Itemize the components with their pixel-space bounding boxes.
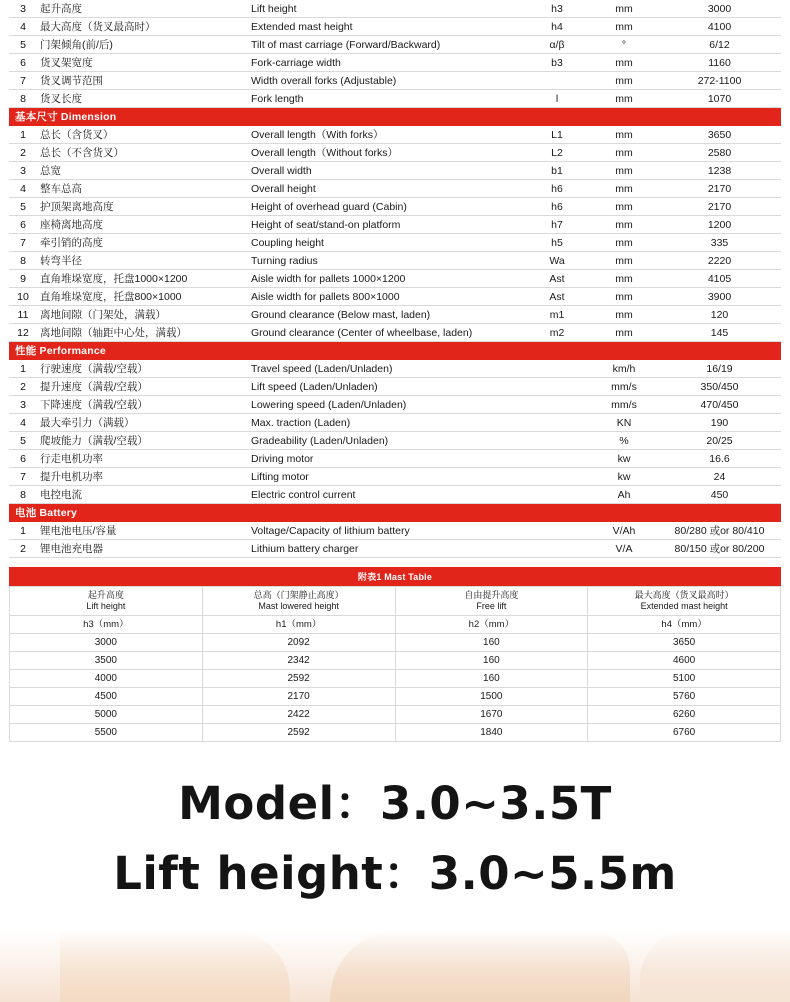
row-value: 190 <box>658 414 781 432</box>
row-value: 470/450 <box>658 396 781 414</box>
mast-col-lift-height-cn: 起升高度 <box>87 590 124 600</box>
table-row <box>9 486 781 504</box>
row-name-en: Overall length（Without forks） <box>248 144 524 162</box>
row-unit: V/Ah <box>590 522 658 540</box>
row-symbol <box>524 396 590 414</box>
section-title: 基本尺寸 Dimension <box>9 108 781 127</box>
row-value: 272-1100 <box>658 72 781 90</box>
row-value: 3900 <box>658 288 781 306</box>
row-symbol: L2 <box>524 144 590 162</box>
row-name-cn: 下降速度（满载/空载） <box>37 396 248 414</box>
row-index: 5 <box>9 198 37 216</box>
mast-unit-h4: h4（mm） <box>588 616 781 634</box>
row-name-en: Tilt of mast carriage (Forward/Backward) <box>248 36 524 54</box>
row-unit: kw <box>590 468 658 486</box>
lift-height-headline: Lift height：3.0~5.5m <box>113 847 677 900</box>
row-symbol <box>524 414 590 432</box>
row-value: 80/280 或or 80/410 <box>658 522 781 540</box>
mast-col-lift-height <box>10 587 203 616</box>
table-row <box>9 72 781 90</box>
row-name-en: Aisle width for pallets 800×1000 <box>248 288 524 306</box>
row-symbol <box>524 468 590 486</box>
table-row <box>9 432 781 450</box>
row-value: 24 <box>658 468 781 486</box>
mast-cell-h1: 2170 <box>202 688 395 706</box>
row-name-en: Width overall forks (Adjustable) <box>248 72 524 90</box>
row-value: 145 <box>658 324 781 342</box>
row-index: 11 <box>9 306 37 324</box>
row-index: 7 <box>9 234 37 252</box>
mast-cell-h3: 4000 <box>10 670 203 688</box>
table-row <box>9 180 781 198</box>
mast-col-extended-height-en: Extended mast height <box>640 601 728 611</box>
row-symbol <box>524 486 590 504</box>
row-symbol <box>524 432 590 450</box>
row-name-en: Extended mast height <box>248 18 524 36</box>
table-row <box>9 270 781 288</box>
row-symbol: h4 <box>524 18 590 36</box>
mast-table-block <box>9 567 781 742</box>
row-name-cn: 离地间隙（轴距中心处，满载） <box>37 324 248 342</box>
row-unit: mm <box>590 198 658 216</box>
row-index: 3 <box>9 0 37 18</box>
row-unit: V/A <box>590 540 658 558</box>
row-name-cn: 货叉长度 <box>37 90 248 108</box>
row-index: 1 <box>9 360 37 378</box>
row-index: 3 <box>9 396 37 414</box>
row-symbol: h6 <box>524 198 590 216</box>
row-symbol <box>524 360 590 378</box>
row-index: 9 <box>9 270 37 288</box>
row-name-cn: 爬坡能力（满载/空载） <box>37 432 248 450</box>
row-symbol: α/β <box>524 36 590 54</box>
table-row <box>9 306 781 324</box>
row-name-en: Turning radius <box>248 252 524 270</box>
row-value: 335 <box>658 234 781 252</box>
footer-decoration <box>0 930 790 1002</box>
row-value: 16.6 <box>658 450 781 468</box>
mast-cell-h3: 5500 <box>10 724 203 742</box>
row-name-en: Overall height <box>248 180 524 198</box>
row-index: 3 <box>9 162 37 180</box>
row-symbol: h5 <box>524 234 590 252</box>
mast-cell-h1: 2422 <box>202 706 395 724</box>
table-row <box>10 670 781 688</box>
row-value: 1200 <box>658 216 781 234</box>
table-row <box>9 396 781 414</box>
mast-cell-h4: 4600 <box>588 652 781 670</box>
row-index: 5 <box>9 432 37 450</box>
row-unit: mm <box>590 270 658 288</box>
table-row <box>9 198 781 216</box>
specification-table <box>9 0 781 558</box>
row-symbol <box>524 72 590 90</box>
row-unit: mm <box>590 126 658 144</box>
row-index: 5 <box>9 36 37 54</box>
mast-cell-h4: 5100 <box>588 670 781 688</box>
row-value: 2170 <box>658 198 781 216</box>
row-name-en: Aisle width for pallets 1000×1200 <box>248 270 524 288</box>
row-index: 7 <box>9 72 37 90</box>
row-name-cn: 直角堆垛宽度，托盘1000×1200 <box>37 270 248 288</box>
row-name-cn: 提升电机功率 <box>37 468 248 486</box>
row-name-en: Max. traction (Laden) <box>248 414 524 432</box>
row-name-en: Lowering speed (Laden/Unladen) <box>248 396 524 414</box>
mast-cell-h4: 6260 <box>588 706 781 724</box>
mast-cell-h1: 2592 <box>202 724 395 742</box>
mast-table <box>9 586 781 742</box>
row-value: 2220 <box>658 252 781 270</box>
mast-cell-h2: 1670 <box>395 706 588 724</box>
row-unit: mm <box>590 216 658 234</box>
table-row <box>9 378 781 396</box>
mast-col-free-lift <box>395 587 588 616</box>
row-name-cn: 锂电池电压/容量 <box>37 522 248 540</box>
row-value: 450 <box>658 486 781 504</box>
table-row <box>9 324 781 342</box>
table-row <box>9 162 781 180</box>
row-name-en: Lift height <box>248 0 524 18</box>
row-name-en: Electric control current <box>248 486 524 504</box>
row-name-en: Travel speed (Laden/Unladen) <box>248 360 524 378</box>
mast-col-lowered-height-cn: 总高（门架静止高度） <box>253 590 344 600</box>
row-unit: mm <box>590 162 658 180</box>
table-row <box>9 126 781 144</box>
section-title: 电池 Battery <box>9 504 781 523</box>
row-name-en: Overall width <box>248 162 524 180</box>
table-row <box>9 36 781 54</box>
row-name-cn: 总长（不含货叉） <box>37 144 248 162</box>
row-value: 6/12 <box>658 36 781 54</box>
mast-cell-h2: 1840 <box>395 724 588 742</box>
section-dimension <box>9 108 781 342</box>
row-symbol: b1 <box>524 162 590 180</box>
table-row <box>9 288 781 306</box>
table-row <box>9 234 781 252</box>
row-name-en: Fork-carriage width <box>248 54 524 72</box>
table-row <box>9 252 781 270</box>
model-headline: Model：3.0~3.5T <box>178 777 612 830</box>
row-name-cn: 总长（含货叉） <box>37 126 248 144</box>
row-value: 3000 <box>658 0 781 18</box>
row-name-en: Lithium battery charger <box>248 540 524 558</box>
row-unit: KN <box>590 414 658 432</box>
row-name-cn: 起升高度 <box>37 0 248 18</box>
row-symbol: m2 <box>524 324 590 342</box>
row-name-en: Overall length（With forks） <box>248 126 524 144</box>
table-row <box>9 54 781 72</box>
table-row <box>10 652 781 670</box>
row-name-cn: 最大高度（货叉最高时） <box>37 18 248 36</box>
row-unit: mm <box>590 144 658 162</box>
table-row <box>9 522 781 540</box>
row-name-cn: 门架倾角(前/后) <box>37 36 248 54</box>
row-unit: mm/s <box>590 378 658 396</box>
mast-cell-h3: 3000 <box>10 634 203 652</box>
mast-cell-h4: 5760 <box>588 688 781 706</box>
row-unit: mm <box>590 234 658 252</box>
mast-col-lift-height-en: Lift height <box>86 601 126 611</box>
row-unit: kw <box>590 450 658 468</box>
row-name-cn: 行走电机功率 <box>37 450 248 468</box>
mast-cell-h1: 2092 <box>202 634 395 652</box>
row-name-cn: 离地间隙（门架处，满载） <box>37 306 248 324</box>
row-unit: mm <box>590 180 658 198</box>
mast-cell-h2: 160 <box>395 670 588 688</box>
row-name-cn: 整车总高 <box>37 180 248 198</box>
row-symbol: Ast <box>524 270 590 288</box>
footer-blob-center <box>330 930 630 1002</box>
row-value: 4105 <box>658 270 781 288</box>
row-value: 1238 <box>658 162 781 180</box>
mast-cell-h3: 5000 <box>10 706 203 724</box>
table-row <box>9 360 781 378</box>
row-name-cn: 座椅离地高度 <box>37 216 248 234</box>
row-name-en: Voltage/Capacity of lithium battery <box>248 522 524 540</box>
row-unit: mm <box>590 252 658 270</box>
table-row <box>9 450 781 468</box>
row-index: 6 <box>9 54 37 72</box>
row-symbol: h7 <box>524 216 590 234</box>
row-value: 80/150 或or 80/200 <box>658 540 781 558</box>
row-name-en: Driving motor <box>248 450 524 468</box>
row-name-cn: 货叉架宽度 <box>37 54 248 72</box>
row-symbol: h6 <box>524 180 590 198</box>
row-symbol: Ast <box>524 288 590 306</box>
row-unit: mm <box>590 18 658 36</box>
row-index: 10 <box>9 288 37 306</box>
mast-cell-h2: 160 <box>395 634 588 652</box>
row-name-en: Ground clearance (Below mast, laden) <box>248 306 524 324</box>
row-unit: mm/s <box>590 396 658 414</box>
mast-col-free-lift-cn: 自由提升高度 <box>464 590 519 600</box>
row-value: 1070 <box>658 90 781 108</box>
row-index: 12 <box>9 324 37 342</box>
mast-cell-h3: 4500 <box>10 688 203 706</box>
mast-cell-h2: 160 <box>395 652 588 670</box>
row-unit: ° <box>590 36 658 54</box>
row-index: 4 <box>9 180 37 198</box>
table-row <box>9 0 781 18</box>
row-symbol <box>524 522 590 540</box>
row-symbol <box>524 540 590 558</box>
row-symbol: Wa <box>524 252 590 270</box>
row-index: 6 <box>9 450 37 468</box>
section-title: 性能 Performance <box>9 342 781 361</box>
row-value: 1160 <box>658 54 781 72</box>
mast-cell-h4: 3650 <box>588 634 781 652</box>
row-value: 2170 <box>658 180 781 198</box>
table-row <box>9 414 781 432</box>
row-unit: mm <box>590 324 658 342</box>
mast-table-units <box>10 616 781 634</box>
row-symbol: h3 <box>524 0 590 18</box>
table-row <box>9 216 781 234</box>
row-index: 7 <box>9 468 37 486</box>
spec-top-rows <box>9 0 781 108</box>
section-header-dimension <box>9 108 781 127</box>
mast-cell-h1: 2592 <box>202 670 395 688</box>
row-index: 8 <box>9 90 37 108</box>
row-index: 8 <box>9 252 37 270</box>
row-name-en: Ground clearance (Center of wheelbase, laden) <box>248 324 524 342</box>
section-header-battery <box>9 504 781 523</box>
row-index: 8 <box>9 486 37 504</box>
row-value: 120 <box>658 306 781 324</box>
row-value: 350/450 <box>658 378 781 396</box>
row-symbol: l <box>524 90 590 108</box>
row-value: 16/19 <box>658 360 781 378</box>
mast-cell-h3: 3500 <box>10 652 203 670</box>
row-name-en: Height of overhead guard (Cabin) <box>248 198 524 216</box>
row-index: 2 <box>9 540 37 558</box>
table-row <box>9 18 781 36</box>
row-name-cn: 直角堆垛宽度，托盘800×1000 <box>37 288 248 306</box>
row-name-cn: 提升速度（满载/空载） <box>37 378 248 396</box>
row-index: 1 <box>9 126 37 144</box>
row-value: 4100 <box>658 18 781 36</box>
row-unit: mm <box>590 90 658 108</box>
row-name-cn: 锂电池充电器 <box>37 540 248 558</box>
row-name-cn: 最大牵引力（满载） <box>37 414 248 432</box>
footer-blob-right <box>640 930 790 1002</box>
table-row <box>9 144 781 162</box>
table-row <box>9 90 781 108</box>
row-unit: mm <box>590 288 658 306</box>
row-index: 6 <box>9 216 37 234</box>
footer-blob-left <box>60 930 290 1002</box>
mast-col-extended-height <box>588 587 781 616</box>
row-index: 1 <box>9 522 37 540</box>
row-name-en: Lift speed (Laden/Unladen) <box>248 378 524 396</box>
row-symbol: m1 <box>524 306 590 324</box>
row-unit: km/h <box>590 360 658 378</box>
row-index: 2 <box>9 378 37 396</box>
mast-unit-h1: h1（mm） <box>202 616 395 634</box>
row-index: 4 <box>9 18 37 36</box>
mast-unit-h3: h3（mm） <box>10 616 203 634</box>
row-name-cn: 护顶架离地高度 <box>37 198 248 216</box>
row-symbol <box>524 450 590 468</box>
table-row <box>9 540 781 558</box>
table-row <box>10 634 781 652</box>
row-unit: Ah <box>590 486 658 504</box>
mast-cell-h2: 1500 <box>395 688 588 706</box>
row-name-cn: 转弯半径 <box>37 252 248 270</box>
row-index: 4 <box>9 414 37 432</box>
row-name-cn: 总宽 <box>37 162 248 180</box>
row-name-en: Lifting motor <box>248 468 524 486</box>
row-unit: mm <box>590 306 658 324</box>
mast-unit-h2: h2（mm） <box>395 616 588 634</box>
table-row <box>10 688 781 706</box>
row-symbol: L1 <box>524 126 590 144</box>
row-index: 2 <box>9 144 37 162</box>
row-value: 20/25 <box>658 432 781 450</box>
table-row <box>9 468 781 486</box>
section-performance <box>9 342 781 504</box>
row-name-cn: 货叉调节范围 <box>37 72 248 90</box>
row-value: 2580 <box>658 144 781 162</box>
mast-table-title: 附表1 Mast Table <box>9 567 781 586</box>
table-row <box>10 706 781 724</box>
row-name-en: Fork length <box>248 90 524 108</box>
mast-cell-h1: 2342 <box>202 652 395 670</box>
mast-col-lowered-height-en: Mast lowered height <box>258 601 339 611</box>
mast-cell-h4: 6760 <box>588 724 781 742</box>
mast-col-lowered-height <box>202 587 395 616</box>
headline-block <box>0 776 790 902</box>
table-row <box>10 724 781 742</box>
section-header-performance <box>9 342 781 361</box>
row-symbol: b3 <box>524 54 590 72</box>
row-value: 3650 <box>658 126 781 144</box>
mast-col-extended-height-cn: 最大高度（货叉最高时） <box>634 590 734 600</box>
row-unit: mm <box>590 0 658 18</box>
row-name-en: Gradeability (Laden/Unladen) <box>248 432 524 450</box>
row-unit: % <box>590 432 658 450</box>
mast-col-free-lift-en: Free lift <box>476 601 507 611</box>
row-unit: mm <box>590 72 658 90</box>
row-name-cn: 牵引销的高度 <box>37 234 248 252</box>
row-name-en: Height of seat/stand-on platform <box>248 216 524 234</box>
row-symbol <box>524 378 590 396</box>
section-battery <box>9 504 781 558</box>
row-name-en: Coupling height <box>248 234 524 252</box>
row-name-cn: 电控电流 <box>37 486 248 504</box>
mast-table-header <box>10 587 781 616</box>
row-name-cn: 行驶速度（满载/空载） <box>37 360 248 378</box>
row-unit: mm <box>590 54 658 72</box>
